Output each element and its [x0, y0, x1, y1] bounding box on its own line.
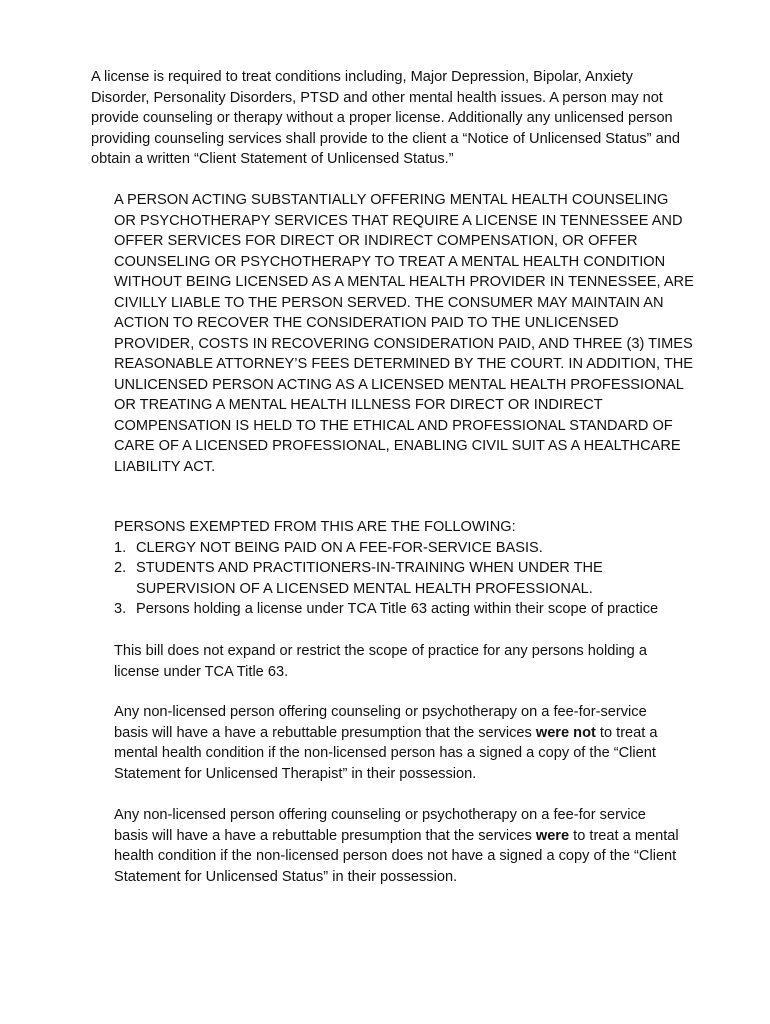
list-item-text: STUDENTS AND PRACTITIONERS-IN-TRAINING WHEN UNDER THE SUPERVISION OF A LICENSED MENTAL HEALTH PROFESSIONAL.: [136, 560, 603, 597]
exemptions-list: [114, 538, 704, 620]
intro-paragraph: A license is required to treat conditions including, Major Depression, Bipolar, Anxiety Disorder, Personality Disorders, PTSD and other mental health issues. A person may not provide counseling or therapy without a proper license. Additionally any unlicensed person providing counseling services shall provide to the client a “Notice of Unlicensed Status” and obtain a written “Client Statement of Unlicensed Status.”: [91, 69, 680, 167]
presumption-were-emphasis: were: [535, 827, 570, 844]
list-item-text: Persons holding a license under TCA Title 63 acting within their scope of practice: [136, 601, 659, 617]
list-item: [114, 558, 704, 599]
presumption-not-emphasis: were not: [535, 724, 596, 741]
presumption-were-paragraph: [114, 805, 684, 887]
exemptions-section: [114, 517, 704, 620]
presumption-not-text-after: to treat a mental health condition if the non-licensed person has a signed a copy of the “Client Statement for Unlicensed Therapist” in their possession.: [114, 724, 658, 782]
presumption-not-paragraph: [114, 702, 684, 784]
presumption-not-text-before: Any non-licensed person offering counseling or psychotherapy on a fee-for-service basis will have a have a rebuttable presumption that the services: [114, 704, 647, 741]
presumption-were-text-before: Any non-licensed person offering counseling or psychotherapy on a fee-for service basis will have a have a rebuttable presumption that the services: [114, 807, 646, 844]
list-item-number: 3.: [114, 601, 127, 617]
exemptions-heading: PERSONS EXEMPTED FROM THIS ARE THE FOLLOWING:: [114, 519, 516, 535]
list-item-number: 2.: [114, 560, 127, 576]
scope-paragraph: This bill does not expand or restrict the scope of practice for any persons holding a license under TCA Title 63.: [114, 643, 647, 680]
presumption-were-text-after: to treat a mental health condition if the non-licensed person does not have a signed a copy of the “Client Statement for Unlicensed Status” in their possession.: [114, 827, 679, 885]
list-item-number: 1.: [114, 539, 127, 556]
list-item: [114, 538, 704, 559]
list-item-text: CLERGY NOT BEING PAID ON A FEE-FOR-SERVICE BASIS.: [136, 539, 543, 556]
list-item: [114, 599, 704, 620]
civil-liability-paragraph: A PERSON ACTING SUBSTANTIALLY OFFERING MENTAL HEALTH COUNSELING OR PSYCHOTHERAPY SERVICES THAT REQUIRE A LICENSE IN TENNESSEE AND OFFER SERVICES FOR DIRECT OR INDIRECT COMPENSATION, OR OFFER COUNSELING OR PSYCHOTHERAPY TO TREAT A MENTAL HEALTH CONDITION WITHOUT BEING LICENSED AS A MENTAL HEALTH PROVIDER IN TENNESSEE, ARE CIVILLY LIABLE TO THE PERSON SERVED. THE CONSUMER MAY MAINTAIN AN ACTION TO RECOVER THE CONSIDERATION PAID TO THE UNLICENSED PROVIDER, COSTS IN RECOVERING CONSIDERATION PAID, AND THREE (3) TIMES REASONABLE ATTORNEY’S FEES DETERMINED BY THE COURT. IN ADDITION, THE UNLICENSED PERSON ACTING AS A LICENSED MENTAL HEALTH PROFESSIONAL OR TREATING A MENTAL HEALTH ILLNESS FOR DIRECT OR INDIRECT COMPENSATION IS HELD TO THE ETHICAL AND PROFESSIONAL STANDARD OF CARE OF A LICENSED PROFESSIONAL, ENABLING CIVIL SUIT AS A HEALTHCARE LIABILITY ACT.: [114, 192, 694, 475]
